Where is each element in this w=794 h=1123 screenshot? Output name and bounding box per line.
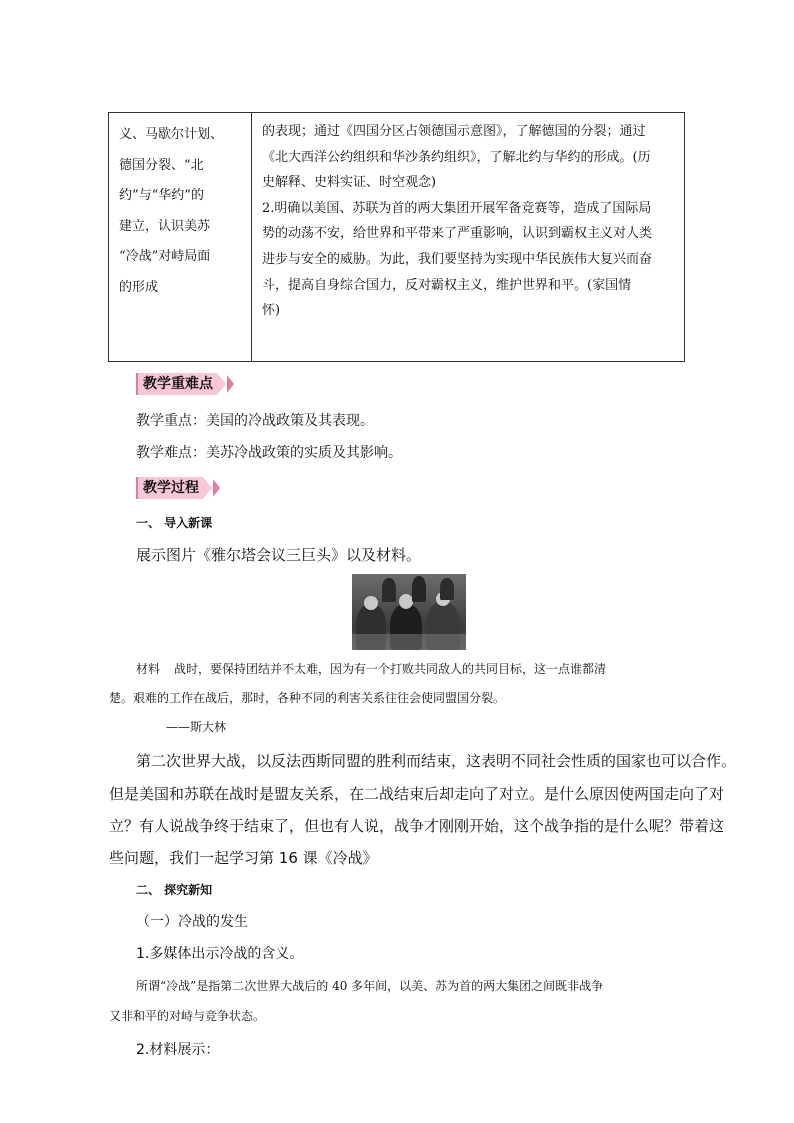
- chevron-right-icon: [217, 373, 226, 395]
- left-line: 义、马歇尔计划、: [119, 127, 224, 142]
- objectives-table: [108, 112, 685, 362]
- section-heading-key-points: [136, 373, 234, 395]
- material-label: 材料: [136, 662, 161, 676]
- right-line: 史解释、史料实证、时空观念): [262, 175, 437, 191]
- right-line: 势的动荡不安，给世界和平带来了严重影响，认识到霸权主义对人类: [262, 226, 653, 242]
- right-line: 斗，提高自身综合国力，反对霸权主义，维护世界和平。(家国情: [262, 277, 632, 293]
- left-line: 的形成: [119, 279, 159, 295]
- left-line: 建立，认识美苏: [119, 218, 211, 234]
- show-image-text: 展示图片《雅尔塔会议三巨头》以及材料。: [136, 546, 422, 564]
- right-line: 《北大西洋公约组织和华沙条约组织》，了解北约与华约的形成。(历: [262, 149, 651, 165]
- material-line-2: 楚。艰难的工作在战后，那时，各种不同的利害关系往往会使同盟国分裂。: [109, 691, 506, 705]
- material-line-1: 材料 战时，要保持团结并不太难，因为有一个打败共同敌人的共同目标，这一点谁都清: [136, 662, 607, 676]
- intro-paragraph-line: 第二次世界大战，以反法西斯同盟的胜利而结束，这表明不同社会性质的国家也可以合作。: [136, 752, 737, 770]
- definition-line-1: 所谓“冷战”是指第二次世界大战后的 40 多年间，以美、苏为首的两大集团之间既非战争: [136, 979, 604, 993]
- intro-paragraph-line: 但是美国和苏联在战时是盟友关系，在二战结束后却走向了对立。是什么原因使两国走向了对: [109, 785, 725, 803]
- teaching-difficulty: 教学难点：美苏冷战政策的实质及其影响。: [136, 445, 402, 461]
- subsection-title: （一）冷战的发生: [136, 914, 248, 930]
- yalta-conference-photo: [352, 574, 466, 650]
- table-left-cell: [109, 113, 252, 361]
- teaching-focus: 教学重点：美国的冷战政策及其表现。: [136, 413, 374, 429]
- left-line: 德国分裂、“北: [119, 157, 204, 173]
- section-heading-process: [136, 477, 220, 499]
- right-line: 进步与安全的威胁。为此，我们要坚持为实现中华民族伟大复兴而奋: [262, 251, 653, 267]
- chevron-right-icon: [213, 479, 220, 497]
- right-line: 的表现；通过《四国分区占领德国示意图》，了解德国的分裂；通过: [262, 124, 646, 139]
- part-title-explore: 二、 探究新知: [136, 883, 213, 897]
- definition-line-2: 又非和平的对峙与竞争状态。: [109, 1009, 266, 1023]
- right-line: 2.明确以美国、苏联为首的两大集团开展军备竞赛等，造成了国际局: [262, 200, 652, 216]
- intro-paragraph-line: 些问题，我们一起学习第 16 课《冷战》: [109, 849, 378, 867]
- right-line: 怀): [262, 303, 281, 319]
- item-1: 1.多媒体出示冷战的含义。: [136, 946, 304, 962]
- left-line: 约”与“华约”的: [119, 188, 204, 203]
- item-2: 2.材料展示：: [136, 1042, 220, 1058]
- material-source: ——斯大林: [166, 720, 227, 734]
- table-right-cell: [252, 113, 684, 361]
- intro-paragraph-line: 立？有人说战争终于结束了，但也有人说，战争才刚刚开始，这个战争指的是什么呢？带着这: [109, 817, 725, 835]
- chevron-right-icon: [227, 375, 234, 393]
- left-line: “冷战”对峙局面: [119, 249, 211, 264]
- part-title-intro: 一、 导入新课: [136, 516, 213, 530]
- heading-label: 教学重难点: [136, 373, 217, 395]
- chevron-right-icon: [203, 477, 212, 499]
- heading-label: 教学过程: [136, 477, 203, 499]
